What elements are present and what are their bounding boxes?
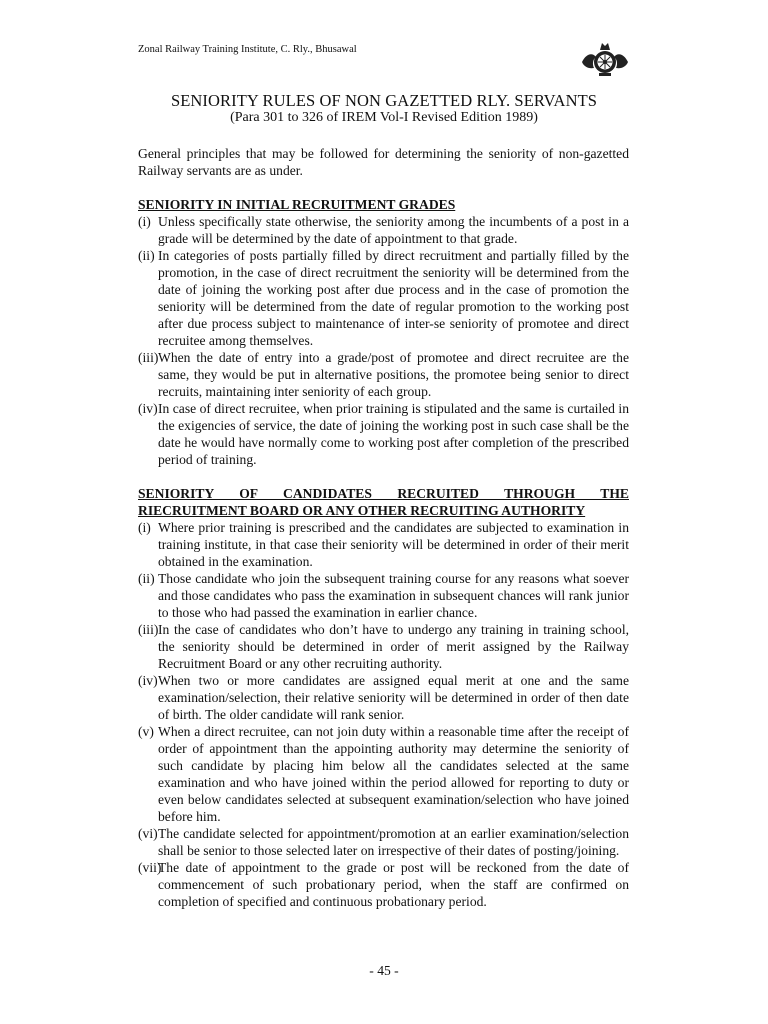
list-item [138,621,629,672]
list-marker: (iv) [138,673,158,688]
list-item [138,349,629,400]
section2-list [138,519,629,910]
page-subtitle: (Para 301 to 326 of IREM Vol-I Revised Edition 1989) [230,110,538,125]
list-item-text: The candidate selected for appointment/promotion at an earlier examination/selection shall be senior to those selected later on irrespective of their dates of posting/joining. [158,826,629,858]
list-item [138,859,629,910]
list-item [138,400,629,468]
list-item [138,672,629,723]
list-item [138,825,629,859]
page-number: - 45 - [369,963,399,978]
list-marker: (iv) [138,401,158,416]
list-item-text: Where prior training is prescribed and the candidates are subjected to examination in training institute, in that case their seniority will be determined in order of their merit obtained in the examination. [158,520,629,569]
list-marker: (ii) [138,248,155,263]
list-item-text: In case of direct recruitee, when prior training is stipulated and the same is curtailed in the exigencies of service, the date of joining the working post in such case shall be the date he would have normally come to working post after completion of the prescribed period of training. [158,401,629,467]
header-institute: Zonal Railway Training Institute, C. Rly., Bhusawal [138,44,357,55]
list-item-text: Unless specifically state otherwise, the seniority among the incumbents of a post in a grade will be determined by the date of appointment to that grade. [158,214,629,246]
list-marker: (vii) [138,860,162,875]
list-marker: (i) [138,214,151,229]
list-item-text: When a direct recruitee, can not join duty within a reasonable time after the receipt of order of appointment than the appointing authority may determine the seniority of such candidate by placing him below all the candidates selected at the same examination and who have joined within the period allowed for reporting to duty or even below candidates selected at subsequent examination/selection who have joined before him. [158,724,629,824]
section-heading-recruitment-board-line1: SENIORITY OF CANDIDATES RECRUITED THROUGH THE [138,486,629,501]
list-item [138,519,629,570]
list-item [138,213,629,247]
list-marker: (vi) [138,826,158,841]
list-item [138,247,629,349]
list-marker: (i) [138,520,151,535]
intro-paragraph: General principles that may be followed for determining the seniority of non-gazetted Railway servants are as under. [138,146,629,178]
list-marker: (v) [138,724,154,739]
document-body [138,145,629,910]
list-item [138,723,629,825]
list-marker: (ii) [138,571,155,586]
list-item [138,570,629,621]
list-item-text: When the date of entry into a grade/post of promotee and direct recruitee are the same, they would be put in alternative positions, the promotee being senior to direct recruits, maintaining inter seniority of each group. [158,350,629,399]
section-heading-initial-recruitment: SENIORITY IN INITIAL RECRUITMENT GRADES [138,197,456,212]
list-item-text: In the case of candidates who don’t have to undergo any training in training school, the seniority should be determined in order of merit assigned by the Railway Recruitment Board or any other recruiting authority. [158,622,629,671]
section-heading-recruitment-board-line2: RIECRUITMENT BOARD OR ANY OTHER RECRUITING AUTHORITY [138,503,586,518]
list-item-text: When two or more candidates are assigned equal merit at one and the same examination/selection, their relative seniority will be determined in order of then date of birth. The older candidate will rank senior. [158,673,629,722]
list-item-text: The date of appointment to the grade or post will be reckoned from the date of commencement of such probationary period, when the staff are confirmed on completion of specified and continuous probationary period. [158,860,629,909]
list-marker: (iii) [138,350,159,365]
section1-list [138,213,629,468]
list-marker: (iii) [138,622,159,637]
list-item-text: In categories of posts partially filled by direct recruitment and partially filled by the promotion, in the case of direct recruitment the seniority will be determined from the date of joining the working post after due process and in the case of promotion the seniority will be determined from the date of regular promotion to the working post after due process subject to maintenance of inter-se seniority of promotee and direct recruitee among themselves. [158,248,629,348]
indian-railways-emblem-icon [580,40,630,78]
page-title: SENIORITY RULES OF NON GAZETTED RLY. SERVANTS [170,91,598,110]
list-item-text: Those candidate who join the subsequent training course for any reasons what soever and those candidates who pass the examination in subsequent chances will rank junior to those who had passed the examination in earlier chance. [158,571,629,620]
